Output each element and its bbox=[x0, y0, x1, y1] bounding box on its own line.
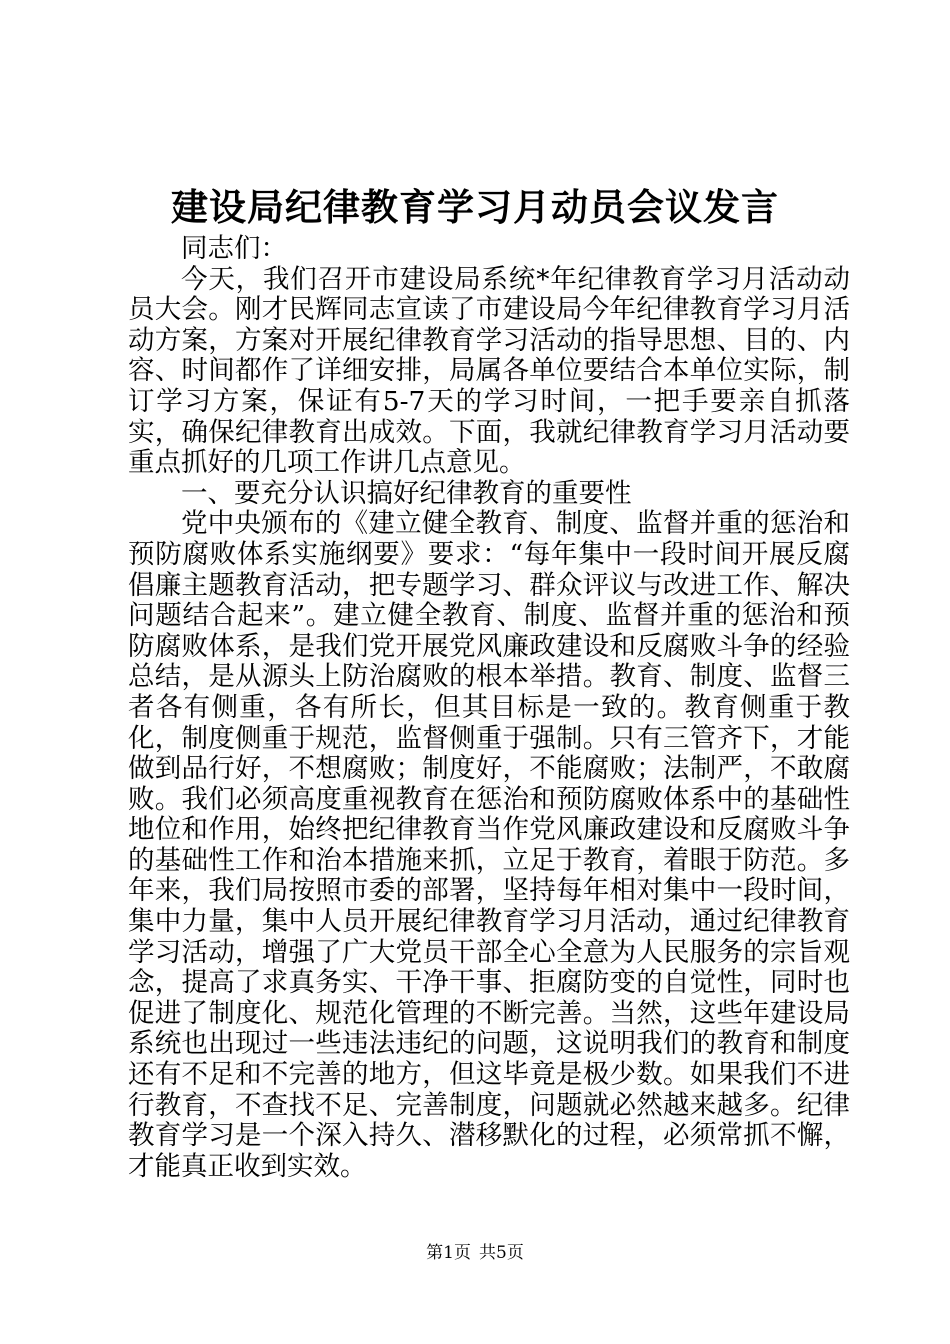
page-footer bbox=[0, 1242, 950, 1264]
page-number: 第1页 bbox=[426, 1243, 471, 1263]
document-body bbox=[128, 234, 850, 1182]
salutation-paragraph: 同志们： bbox=[181, 233, 287, 264]
intro-paragraph: 今天，我们召开市建设局系统*年纪律教育学习月活动动员大会。刚才民辉同志宣读了市建设局今年纪律教育学习月活动方案，方案对开展纪律教育学习活动的指导思想、目的、内容、时间都作了详细安排，局属各单位要结合本单位实际，制订学习方案，保证有5-7天的学习时间，一把手要亲自抓落实，确保纪律教育出成效。下面，我就纪律教育学习月活动要重点抓好的几项工作讲几点意见。 bbox=[128, 263, 850, 479]
page-total: 共5页 bbox=[479, 1243, 524, 1263]
document-title: 建设局纪律教育学习月动员会议发言 bbox=[171, 186, 779, 229]
body-paragraph: 党中央颁布的《建立健全教育、制度、监督并重的惩治和预防腐败体系实施纲要》要求：“每年集中一段时间开展反腐倡廉主题教育活动，把专题学习、群众评议与改进工作、解决问题结合起来”。建立健全教育、制度、监督并重的惩治和预防腐败体系，是我们党开展党风廉政建设和反腐败斗争的经验总结，是从源头上防治腐败的根本举措。教育、制度、监督三者各有侧重，各有所长，但其目标是一致的。教育侧重于教化，制度侧重于规范，监督侧重于强制。只有三管齐下，才能做到品行好，不想腐败；制度好，不能腐败；法制严，不敢腐败。我们必须高度重视教育在惩治和预防腐败体系中的基础性地位和作用，始终把纪律教育当作党风廉政建设和反腐败斗争的基础性工作和治本措施来抓，立足于教育，着眼于防范。多年来，我们局按照市委的部署，坚持每年相对集中一段时间，集中力量，集中人员开展纪律教育学习月活动，通过纪律教育学习活动，增强了广大党员干部全心全意为人民服务的宗旨观念，提高了求真务实、干净干事、拒腐防变的自觉性，同时也促进了制度化、规范化管理的不断完善。当然，这些年建设局系统也出现过一些违法违纪的问题，这说明我们的教育和制度还有不足和不完善的地方，但这毕竟是极少数。如果我们不进行教育，不查找不足、完善制度，问题就必然越来越多。纪律教育学习是一个深入持久、潜移默化的过程，必须常抓不懈，才能真正收到实效。 bbox=[128, 508, 850, 1182]
section-heading: 一、要充分认识搞好纪律教育的重要性 bbox=[181, 477, 632, 509]
